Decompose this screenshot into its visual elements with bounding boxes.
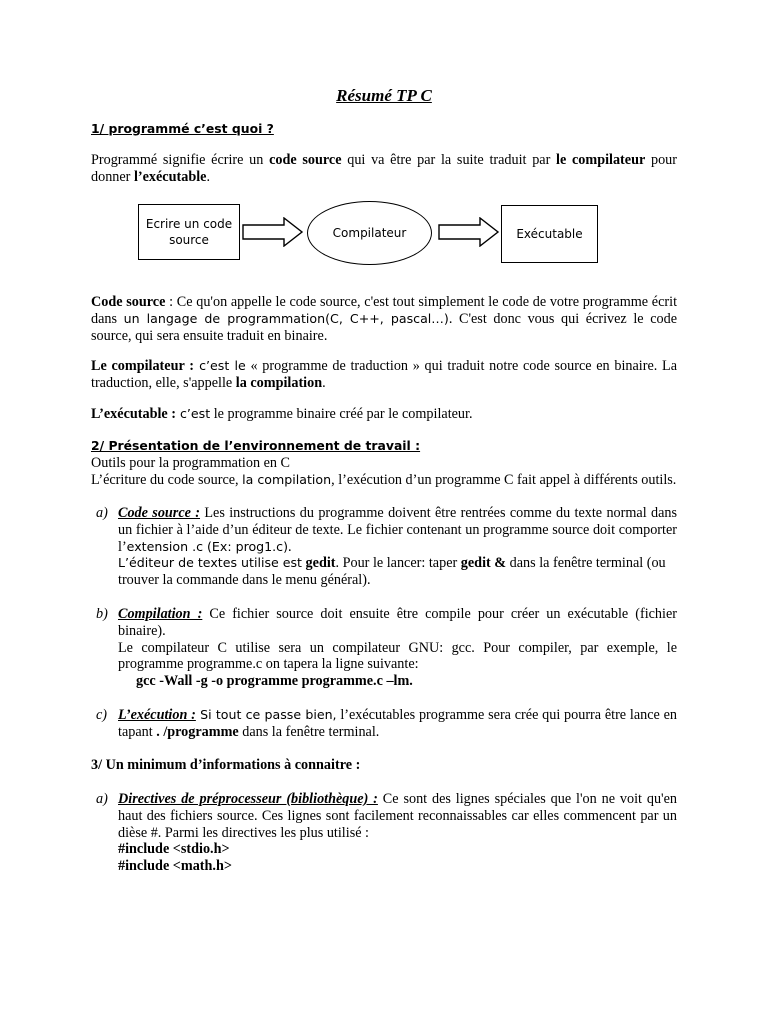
- section-2-intro: [91, 455, 677, 489]
- diagram-box-source-label: Ecrire un code source: [145, 217, 233, 247]
- definition-text: c’est: [175, 406, 211, 421]
- definition-term: Le compilateur :: [91, 358, 194, 374]
- intro-compiler: le compilateur: [556, 152, 646, 168]
- list-item-text: Les instructions du programme doivent être rentrées comme du texte normal dans un fichier à l’aide d’un éditeur de texte. Le fichier contenant un programme source doit comporter l’: [118, 505, 677, 555]
- definition-term: Code source: [91, 294, 166, 310]
- list-item-text: Ce sont des lignes spéciales que l'on ne voit qu'en haut des fichiers source. Ces lignes sont facilement reconnaissables car elles commencent par un dièse #. Parmi les directives les plus utilisé :: [118, 791, 678, 841]
- definition-code-source: [91, 294, 677, 344]
- list-item-bold: gedit: [305, 555, 336, 572]
- intro-text: pour donner: [91, 152, 678, 185]
- list-marker: b): [96, 606, 108, 622]
- diagram-ellipse-compiler: [307, 201, 432, 265]
- list-item-title: Compilation :: [118, 606, 203, 622]
- definition-text: : Ce qu'on appelle le code source, c'est tout simplement le code de votre programme écrit dans: [91, 294, 678, 327]
- list-item-text: dans la fenêtre terminal.: [238, 723, 380, 740]
- section-1-intro: [91, 152, 677, 186]
- list-item-compilation: [96, 606, 677, 690]
- arrow-right-icon: [242, 217, 304, 247]
- diagram-ellipse-label: Compilateur: [332, 226, 407, 240]
- list-item-text: l’exécutables programme sera crée qui pourra être lance en tapant: [118, 707, 677, 740]
- definition-text: le programme binaire créé par le compilateur.: [210, 406, 473, 422]
- intro-text: qui va être par la suite traduit par: [341, 152, 557, 168]
- list-item-bold: . /programme: [156, 723, 239, 740]
- include-directive: #include <math.h>: [118, 858, 232, 875]
- definition-text: « programme de traduction » qui traduit notre code source en binaire. La traduction, elle, s'appelle: [91, 358, 677, 391]
- list-marker: a): [96, 791, 108, 807]
- definition-executable: [91, 406, 677, 423]
- section-1-heading: 1/ programmé c’est quoi ?: [91, 121, 274, 136]
- section-2-heading: 2/ Présentation de l’environnement de travail :: [91, 438, 421, 453]
- list-item-text: L’éditeur de textes utilise est: [118, 555, 302, 571]
- list-marker: c): [96, 707, 108, 723]
- list-item-directives: [96, 791, 677, 875]
- intro-code-source: code source: [269, 152, 342, 168]
- include-directive: #include <stdio.h>: [118, 841, 230, 858]
- list-marker: a): [96, 505, 108, 521]
- diagram-box-executable: [501, 205, 598, 263]
- definition-text: . C'est donc vous qui écrivez le code source, qui sera ensuite traduit en binaire.: [91, 310, 677, 344]
- compilation-diagram: [0, 195, 768, 275]
- definition-text: un langage de programmation(C, C++, pascal…): [123, 310, 449, 326]
- list-item-text: . Pour le lancer: taper: [335, 555, 461, 572]
- definition-bold: la compilation: [235, 374, 323, 391]
- list-item-text: Ce fichier source doit ensuite être compile pour créer un exécutable (fichier binaire).: [118, 606, 677, 639]
- section-2-line: [91, 472, 677, 489]
- intro-executable: l’exécutable: [133, 168, 207, 185]
- list-item-title: Directives de préprocesseur (bibliothèque) :: [118, 791, 378, 807]
- list-item-text: Le compilateur C utilise sera un compilateur GNU: gcc. Pour compiler, par exemple, le programme programme.c on tapera la ligne suivante:: [118, 639, 677, 673]
- section-2-text: la compilation: [242, 471, 332, 487]
- list-item-code-source: [96, 505, 677, 589]
- intro-text: .: [206, 168, 210, 185]
- list-item-text: extension .c (Ex: prog1.c): [126, 538, 289, 554]
- list-item-text: Si tout ce passe bien,: [195, 707, 337, 722]
- list-item-bold: gedit &: [460, 555, 507, 572]
- diagram-box-source: [138, 204, 240, 260]
- list-item-title: Code source :: [118, 505, 201, 521]
- section-2-text: , l’exécution d’un programme C fait appel à différents outils.: [331, 471, 677, 488]
- arrow-right-icon: [438, 217, 500, 247]
- diagram-box-executable-label: Exécutable: [516, 227, 583, 241]
- list-item-title: L’exécution :: [118, 707, 196, 723]
- list-item-text: dans la fenêtre terminal (ou trouver la commande dans le menu général).: [118, 555, 666, 589]
- section-2-line: Outils pour la programmation en C: [91, 455, 290, 471]
- intro-text: Programmé signifie écrire un: [91, 152, 270, 168]
- definition-compiler: [91, 358, 677, 392]
- section-3-heading: 3/ Un minimum d’informations à connaitre :: [91, 757, 361, 773]
- definition-text: c’est le: [193, 358, 246, 373]
- definition-term: L’exécutable :: [91, 406, 176, 422]
- list-item-execution: [96, 707, 677, 741]
- list-item-text: .: [288, 538, 292, 555]
- document-title: Résumé TP C: [336, 86, 432, 105]
- section-2-text: L’écriture du code source,: [91, 471, 243, 488]
- gcc-command: gcc -Wall -g -o programme programme.c –lm.: [136, 673, 413, 690]
- definition-text: .: [322, 374, 326, 391]
